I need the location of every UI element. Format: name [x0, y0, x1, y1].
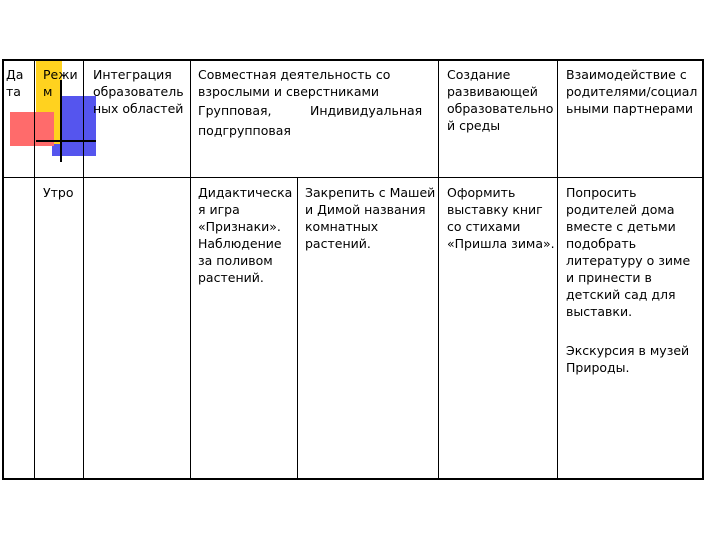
header-joint-title: Совместная деятельность со взрослыми и сверстниками: [198, 67, 391, 99]
column-divider-mode: [83, 59, 84, 480]
row-environment: Оформить выставку книг со стихами «Пришла зима».: [447, 185, 555, 251]
column-divider-joint-sub: [297, 178, 298, 479]
table-left-border: [2, 59, 4, 480]
table-top-border: [2, 59, 704, 61]
decor-line-horizontal: [36, 140, 96, 142]
column-divider-environment: [557, 59, 558, 480]
header-integration: Интеграция образователь ных областей: [93, 67, 184, 116]
table-right-border: [702, 59, 704, 480]
table-bottom-border: [2, 478, 704, 480]
column-divider-date: [34, 59, 35, 480]
column-divider-joint: [438, 59, 439, 480]
column-divider-integration: [190, 59, 191, 480]
header-joint-subgroup: подгрупповая: [198, 123, 291, 138]
header-joint-individual: Индивидуальная: [310, 103, 423, 118]
row-mode: Утро: [43, 185, 74, 200]
header-environment: Создание развивающей образовательно й среды: [447, 67, 554, 133]
row-group-activity: Дидактическа я игра «Признаки». Наблюдение за поливом растений.: [198, 185, 293, 285]
header-joint-group: Групповая,: [198, 103, 272, 118]
row-individual-activity: Закрепить с Машей и Димой названия комнатных растений.: [305, 185, 436, 251]
header-interaction: Взаимодействие с родителями/социал ьными партнерами: [566, 67, 698, 116]
row-interaction: Попросить родителей дома вместе с детьми подобрать литературу о зиме и принести в детский сад для выставки.: [566, 185, 691, 319]
header-row-divider: [2, 177, 704, 178]
row-interaction-extra: Экскурсия в музей Природы.: [566, 343, 690, 375]
header-mode: Режи м: [43, 67, 78, 99]
header-date: Да та: [6, 67, 24, 99]
